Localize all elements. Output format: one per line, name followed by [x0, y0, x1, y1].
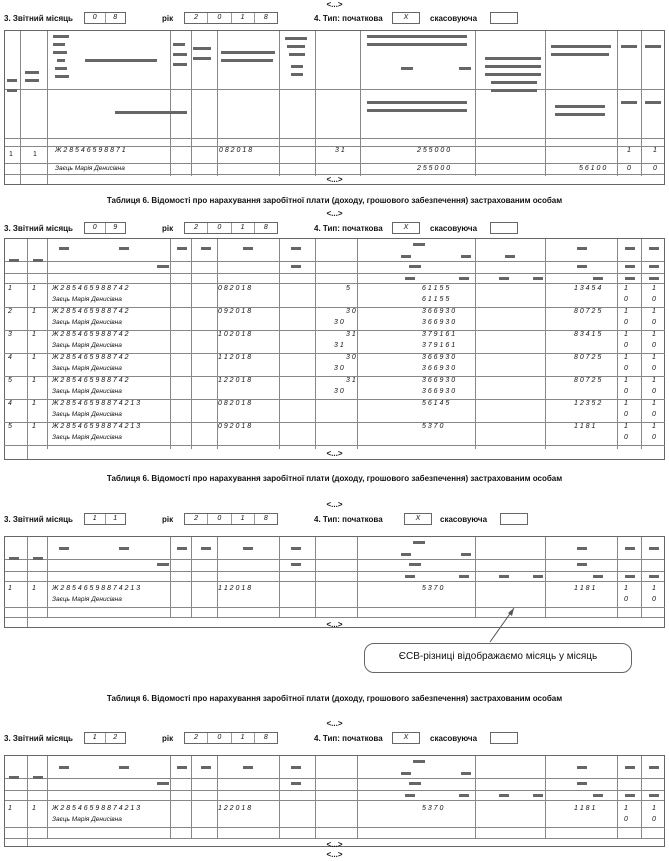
type-cancel-field[interactable]	[500, 513, 528, 525]
sum-base: 3 6 6 9 3 0	[422, 388, 456, 395]
person-name: Заєць Марія Денисівна	[52, 319, 122, 326]
flag-2: 1	[652, 423, 656, 430]
table-rows-section-4	[4, 804, 665, 836]
year-field[interactable]: 2 0 1 8	[184, 732, 278, 744]
person-name: Заєць Марія Денисівна	[52, 411, 122, 418]
table-caption: Таблиця 6. Відомості про нарахування заробітної плати (доходу, грошового забезпечення) застрахованим особам	[106, 474, 563, 483]
type-initial-field[interactable]: X	[392, 732, 420, 744]
row-month: 1	[33, 151, 37, 158]
flag-4: 0	[652, 319, 656, 326]
row-divider	[4, 445, 665, 446]
row-month: 1	[32, 285, 36, 292]
month-label: 3. Звітний місяць	[4, 734, 73, 743]
ipn-code: Ж 2 8 5 4 6 5 9 8 8 7 4 2	[52, 354, 129, 361]
flag-2: 1	[652, 331, 656, 338]
days-value: 3 0	[346, 308, 356, 315]
flag-2: 1	[652, 585, 656, 592]
flag-1: 1	[624, 331, 628, 338]
month-field[interactable]: 0 8	[84, 12, 126, 24]
type-label: 4. Тип: початкова	[314, 734, 383, 743]
table-section-1	[4, 30, 665, 185]
period-date: 1 1 2 0 1 8	[218, 354, 252, 361]
person-name: Заєць Марія Денисівна	[52, 434, 122, 441]
month-label: 3. Звітний місяць	[4, 14, 73, 23]
row-month: 1	[32, 377, 36, 384]
flag-4: 0	[652, 388, 656, 395]
year-label: рік	[162, 224, 174, 233]
period-date: 0 9 2 0 1 8	[218, 423, 252, 430]
period-date: 1 2 2 0 1 8	[218, 805, 252, 812]
days-value: 3 1	[335, 147, 345, 154]
year-field[interactable]: 2 0 1 8	[184, 12, 278, 24]
flag-4: 0	[652, 342, 656, 349]
flag-3: 0	[627, 165, 631, 172]
sum-total: 5 3 7 0	[422, 423, 444, 430]
ellipsis: <...>	[326, 840, 343, 849]
row-number: 4	[8, 354, 12, 361]
sum-base: 3 7 9 1 6 1	[422, 342, 456, 349]
sum-base: 2 5 5 0 0 0	[417, 165, 451, 172]
person-name: Заєць Марія Денисівна	[52, 365, 122, 372]
year-field[interactable]: 2 0 1 8	[184, 222, 278, 234]
ipn-code: Ж 2 8 5 4 6 5 9 8 8 7 4 2	[52, 331, 129, 338]
esv-sum: 5 6 1 0 0	[579, 165, 607, 172]
ellipsis: <...>	[326, 209, 343, 218]
esv-sum: 1 1 8 1	[574, 423, 596, 430]
ellipsis: <...>	[326, 175, 343, 184]
ellipsis: <...>	[326, 500, 343, 509]
table-caption: Таблиця 6. Відомості про нарахування заробітної плати (доходу, грошового забезпечення) застрахованим особам	[106, 196, 563, 205]
callout-note: ЄСВ-різниці відображаємо місяць у місяць	[364, 643, 632, 673]
flag-4: 0	[652, 816, 656, 823]
period-date: 0 8 2 0 1 8	[218, 400, 252, 407]
month-label: 3. Звітний місяць	[4, 224, 73, 233]
cancel-label: скасовуюча	[440, 515, 488, 524]
type-cancel-field[interactable]	[490, 222, 518, 234]
sum-total: 3 6 6 9 3 0	[422, 377, 456, 384]
cancel-label: скасовуюча	[430, 14, 478, 23]
ipn-code: Ж 2 8 5 4 6 5 9 8 8 7 4 2	[52, 308, 129, 315]
type-label: 4. Тип: початкова	[314, 14, 383, 23]
row-month: 1	[32, 400, 36, 407]
flag-2: 1	[652, 308, 656, 315]
year-label: рік	[162, 734, 174, 743]
flag-3: 0	[624, 319, 628, 326]
row-month: 1	[32, 354, 36, 361]
flag-3: 0	[624, 342, 628, 349]
month-field[interactable]: 1 1	[84, 513, 126, 525]
section-header-2	[4, 222, 564, 236]
ipn-code: Ж 2 8 5 4 6 5 9 8 8 7 1	[55, 147, 126, 154]
days-value: 3 0	[346, 354, 356, 361]
ipn-code: Ж 2 8 5 4 6 5 9 8 8 7 4 2	[52, 377, 129, 384]
row-divider	[4, 827, 665, 828]
ipn-code: Ж 2 8 5 4 6 5 9 8 8 7 4 2 1 3	[52, 805, 141, 812]
flag-1: 1	[624, 805, 628, 812]
sum-total: 5 3 7 0	[422, 805, 444, 812]
row-number: 3	[8, 331, 12, 338]
person-name: Заєць Марія Денисівна	[55, 165, 125, 172]
row-number: 1	[8, 285, 12, 292]
person-name: Заєць Марія Денисівна	[52, 296, 122, 303]
type-initial-field[interactable]: X	[404, 513, 432, 525]
ellipsis-top: <...>	[326, 0, 343, 9]
cancel-label: скасовуюча	[430, 224, 478, 233]
flag-3: 0	[624, 434, 628, 441]
ipn-code: Ж 2 8 5 4 6 5 9 8 8 7 4 2	[52, 285, 129, 292]
days-value: 5	[346, 285, 350, 292]
table-caption: Таблиця 6. Відомості про нарахування заробітної плати (доходу, грошового забезпечення) застрахованим особам	[106, 694, 563, 703]
days-value: 3 1	[346, 377, 356, 384]
callout-pointer	[480, 606, 520, 646]
person-name: Заєць Марія Денисівна	[52, 388, 122, 395]
flag-1: 1	[624, 308, 628, 315]
sum-base: 6 1 1 5 5	[422, 296, 450, 303]
section-header-4	[4, 732, 564, 746]
days-value-2: 3 0	[334, 365, 344, 372]
flag-3: 0	[624, 365, 628, 372]
year-label: рік	[162, 515, 174, 524]
month-label: 3. Звітний місяць	[4, 515, 73, 524]
row-number: 2	[8, 308, 12, 315]
sum-total: 3 7 9 1 6 1	[422, 331, 456, 338]
type-label: 4. Тип: початкова	[314, 224, 383, 233]
flag-4: 0	[652, 411, 656, 418]
type-initial-field[interactable]: X	[392, 222, 420, 234]
esv-sum: 1 2 3 5 2	[574, 400, 602, 407]
days-value: 3 1	[346, 331, 356, 338]
flag-2: 1	[652, 285, 656, 292]
row-month: 1	[32, 585, 36, 592]
year-field[interactable]: 2 0 1 8	[184, 513, 278, 525]
flag-2: 1	[652, 400, 656, 407]
ellipsis: <...>	[326, 620, 343, 629]
month-field[interactable]: 0 9	[84, 222, 126, 234]
flag-4: 0	[652, 296, 656, 303]
period-date: 1 0 2 0 1 8	[218, 331, 252, 338]
type-cancel-field[interactable]	[490, 12, 518, 24]
sum-base: 3 6 6 9 3 0	[422, 365, 456, 372]
days-value-2: 3 0	[334, 388, 344, 395]
row-number: 4	[8, 400, 12, 407]
person-name: Заєць Марія Денисівна	[52, 816, 122, 823]
flag-1: 1	[624, 285, 628, 292]
month-field[interactable]: 1 2	[84, 732, 126, 744]
esv-sum: 8 0 7 2 5	[574, 354, 602, 361]
row-month: 1	[32, 423, 36, 430]
flag-2: 1	[652, 805, 656, 812]
period-date: 0 8 2 0 1 8	[218, 285, 252, 292]
flag-3: 0	[624, 388, 628, 395]
esv-sum: 8 3 4 1 5	[574, 331, 602, 338]
ellipsis: <...>	[326, 719, 343, 728]
sum-total: 5 3 7 0	[422, 585, 444, 592]
ipn-code: Ж 2 8 5 4 6 5 9 8 8 7 4 2 1 3	[52, 585, 141, 592]
sum-total: 3 6 6 9 3 0	[422, 308, 456, 315]
type-cancel-field[interactable]	[490, 732, 518, 744]
esv-sum: 1 1 8 1	[574, 585, 596, 592]
type-label: 4. Тип: початкова	[314, 515, 383, 524]
sum-base: 3 6 6 9 3 0	[422, 319, 456, 326]
cancel-label: скасовуюча	[430, 734, 478, 743]
ipn-code: Ж 2 8 5 4 6 5 9 8 8 7 4 2 1 3	[52, 400, 141, 407]
flag-3: 0	[624, 816, 628, 823]
table-rows-section-3	[4, 584, 665, 616]
flag-1: 1	[624, 354, 628, 361]
esv-sum: 8 0 7 2 5	[574, 377, 602, 384]
type-initial-field[interactable]: X	[392, 12, 420, 24]
row-number: 1	[9, 151, 13, 158]
flag-3: 0	[624, 411, 628, 418]
row-month: 1	[32, 805, 36, 812]
flag-4: 0	[653, 165, 657, 172]
period-date: 1 2 2 0 1 8	[218, 377, 252, 384]
flag-4: 0	[652, 365, 656, 372]
flag-4: 0	[652, 596, 656, 603]
flag-3: 0	[624, 296, 628, 303]
sum-total: 2 5 5 0 0 0	[417, 147, 451, 154]
flag-4: 0	[652, 434, 656, 441]
year-label: рік	[162, 14, 174, 23]
esv-sum: 8 0 7 2 5	[574, 308, 602, 315]
flag-1: 1	[624, 585, 628, 592]
period-date: 0 8 2 0 1 8	[219, 147, 253, 154]
sum-total: 3 6 6 9 3 0	[422, 354, 456, 361]
row-number: 5	[8, 377, 12, 384]
ellipsis: <...>	[326, 850, 343, 859]
row-month: 1	[32, 308, 36, 315]
flag-1: 1	[624, 377, 628, 384]
flag-2: 1	[652, 354, 656, 361]
flag-1: 1	[627, 147, 631, 154]
sum-total: 5 6 1 4 5	[422, 400, 450, 407]
row-number: 1	[8, 805, 12, 812]
days-value-2: 3 0	[334, 319, 344, 326]
row-number: 5	[8, 423, 12, 430]
flag-2: 1	[653, 147, 657, 154]
flag-1: 1	[624, 423, 628, 430]
row-month: 1	[32, 331, 36, 338]
flag-1: 1	[624, 400, 628, 407]
section-header-3	[4, 513, 564, 527]
flag-2: 1	[652, 377, 656, 384]
esv-sum: 1 3 4 5 4	[574, 285, 602, 292]
row-number: 1	[8, 585, 12, 592]
ellipsis: <...>	[326, 449, 343, 458]
flag-3: 0	[624, 596, 628, 603]
period-date: 0 9 2 0 1 8	[218, 308, 252, 315]
person-name: Заєць Марія Денисівна	[52, 342, 122, 349]
esv-sum: 1 1 8 1	[574, 805, 596, 812]
table-rows-section-2	[4, 284, 665, 446]
section-header-1	[4, 12, 564, 26]
sum-total: 6 1 1 5 5	[422, 285, 450, 292]
row-divider	[4, 607, 665, 608]
days-value-2: 3 1	[334, 342, 344, 349]
period-date: 1 1 2 0 1 8	[218, 585, 252, 592]
ipn-code: Ж 2 8 5 4 6 5 9 8 8 7 4 2 1 3	[52, 423, 141, 430]
person-name: Заєць Марія Денисівна	[52, 596, 122, 603]
